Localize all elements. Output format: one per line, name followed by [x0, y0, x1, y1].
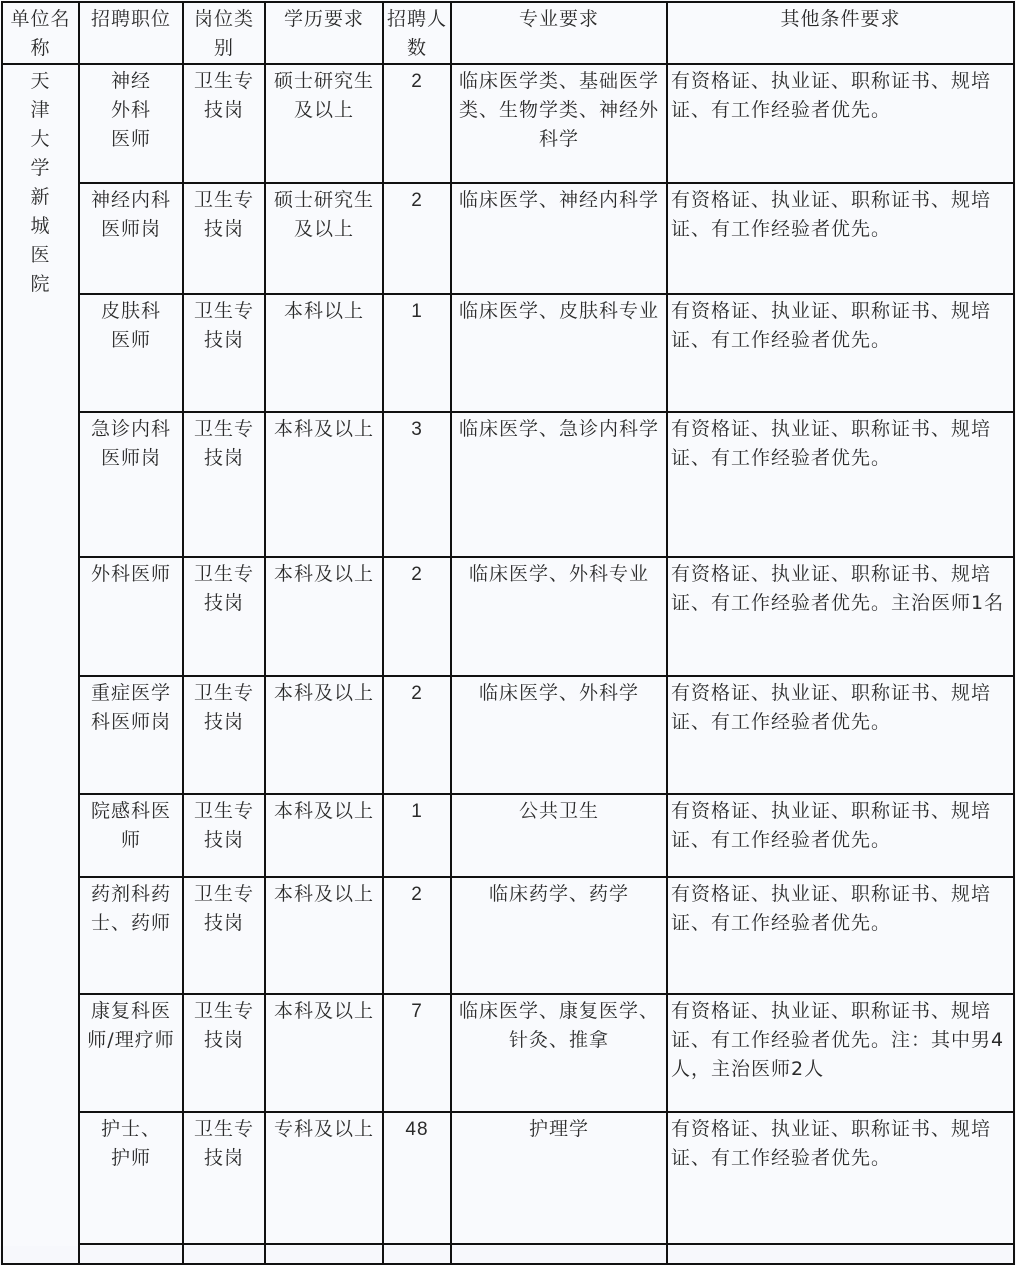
education-cell: 硕士研究生及以上 — [265, 183, 383, 294]
category-cell: 卫生专技岗 — [183, 994, 265, 1112]
header-position: 招聘职位 — [79, 2, 183, 64]
count-cell: 2 — [383, 64, 451, 183]
count-cell: 1 — [383, 794, 451, 877]
table-row — [2, 877, 1014, 994]
header-row — [2, 2, 1014, 64]
count-cell: 1 — [383, 294, 451, 412]
category-cell: 卫生专技岗 — [183, 64, 265, 183]
other-requirements-cell: 有资格证、执业证、职称证书、规培证、有工作经验者优先。注：其中男4人，主治医师2人 — [667, 994, 1014, 1112]
education-cell — [265, 1244, 383, 1264]
position-cell: 神经内科医师岗 — [79, 183, 183, 294]
table-row — [2, 294, 1014, 412]
category-cell: 卫生专技岗 — [183, 794, 265, 877]
education-cell: 本科及以上 — [265, 794, 383, 877]
table-row — [2, 676, 1014, 794]
major-cell: 临床医学、康复医学、针灸、推拿 — [451, 994, 667, 1112]
category-cell: 卫生专技岗 — [183, 412, 265, 557]
table-row-cutoff — [2, 1244, 1014, 1264]
category-cell: 卫生专技岗 — [183, 676, 265, 794]
category-cell — [183, 1244, 265, 1264]
other-requirements-cell: 有资格证、执业证、职称证书、规培证、有工作经验者优先。 — [667, 412, 1014, 557]
unit-name-char: 院 — [30, 273, 51, 295]
major-cell: 临床医学、外科学 — [451, 676, 667, 794]
recruitment-table — [1, 1, 1015, 1265]
major-cell: 临床医学、皮肤科专业 — [451, 294, 667, 412]
table-row — [2, 794, 1014, 877]
category-cell: 卫生专技岗 — [183, 877, 265, 994]
position-cell: 外科医师 — [79, 557, 183, 676]
major-cell: 护理学 — [451, 1112, 667, 1244]
count-cell: 2 — [383, 877, 451, 994]
position-cell: 护士、护师 — [79, 1112, 183, 1244]
count-cell — [383, 1244, 451, 1264]
other-requirements-cell: 有资格证、执业证、职称证书、规培证、有工作经验者优先。 — [667, 877, 1014, 994]
unit-name-char: 新 — [30, 186, 51, 208]
header-category: 岗位类别 — [183, 2, 265, 64]
major-cell: 临床医学、急诊内科学 — [451, 412, 667, 557]
category-cell: 卫生专技岗 — [183, 1112, 265, 1244]
major-cell: 公共卫生 — [451, 794, 667, 877]
position-cell: 重症医学科医师岗 — [79, 676, 183, 794]
other-requirements-cell: 有资格证、执业证、职称证书、规培证、有工作经验者优先。 — [667, 183, 1014, 294]
position-cell: 神经外科医师 — [79, 64, 183, 183]
table-row — [2, 412, 1014, 557]
education-cell: 硕士研究生及以上 — [265, 64, 383, 183]
education-cell: 本科及以上 — [265, 557, 383, 676]
count-cell: 3 — [383, 412, 451, 557]
table-row — [2, 64, 1014, 183]
unit-name-char: 津 — [30, 99, 51, 121]
position-cell — [79, 1244, 183, 1264]
count-cell: 48 — [383, 1112, 451, 1244]
major-cell: 临床药学、药学 — [451, 877, 667, 994]
position-cell: 药剂科药士、药师 — [79, 877, 183, 994]
position-cell: 皮肤科医师 — [79, 294, 183, 412]
header-major: 专业要求 — [451, 2, 667, 64]
table-row — [2, 994, 1014, 1112]
other-requirements-cell: 有资格证、执业证、职称证书、规培证、有工作经验者优先。主治医师1名 — [667, 557, 1014, 676]
count-cell: 2 — [383, 676, 451, 794]
category-cell: 卫生专技岗 — [183, 557, 265, 676]
header-unit-name: 单位名称 — [2, 2, 79, 64]
major-cell — [451, 1244, 667, 1264]
education-cell: 本科及以上 — [265, 412, 383, 557]
count-cell: 2 — [383, 557, 451, 676]
other-requirements-cell: 有资格证、执业证、职称证书、规培证、有工作经验者优先。 — [667, 794, 1014, 877]
count-cell: 2 — [383, 183, 451, 294]
education-cell: 专科及以上 — [265, 1112, 383, 1244]
unit-name-char: 城 — [30, 215, 51, 237]
major-cell: 临床医学、神经内科学 — [451, 183, 667, 294]
education-cell: 本科及以上 — [265, 877, 383, 994]
unit-name-char: 学 — [30, 157, 51, 179]
major-cell: 临床医学、外科专业 — [451, 557, 667, 676]
position-cell: 院感科医师 — [79, 794, 183, 877]
other-requirements-cell — [667, 1244, 1014, 1264]
count-cell: 7 — [383, 994, 451, 1112]
unit-name-char: 天 — [30, 70, 51, 92]
unit-name-char: 医 — [30, 244, 51, 266]
table-row — [2, 1112, 1014, 1244]
education-cell: 本科及以上 — [265, 676, 383, 794]
header-count: 招聘人数 — [383, 2, 451, 64]
other-requirements-cell: 有资格证、执业证、职称证书、规培证、有工作经验者优先。 — [667, 294, 1014, 412]
other-requirements-cell: 有资格证、执业证、职称证书、规培证、有工作经验者优先。 — [667, 676, 1014, 794]
other-requirements-cell: 有资格证、执业证、职称证书、规培证、有工作经验者优先。 — [667, 1112, 1014, 1244]
header-education: 学历要求 — [265, 2, 383, 64]
header-other: 其他条件要求 — [667, 2, 1014, 64]
education-cell: 本科以上 — [265, 294, 383, 412]
category-cell: 卫生专技岗 — [183, 183, 265, 294]
unit-name-cell — [2, 64, 79, 1264]
position-cell: 急诊内科医师岗 — [79, 412, 183, 557]
table-row — [2, 557, 1014, 676]
education-cell: 本科及以上 — [265, 994, 383, 1112]
table-row — [2, 183, 1014, 294]
category-cell: 卫生专技岗 — [183, 294, 265, 412]
major-cell: 临床医学类、基础医学类、生物学类、神经外科学 — [451, 64, 667, 183]
other-requirements-cell: 有资格证、执业证、职称证书、规培证、有工作经验者优先。 — [667, 64, 1014, 183]
unit-name-char: 大 — [30, 128, 51, 150]
position-cell: 康复科医师/理疗师 — [79, 994, 183, 1112]
